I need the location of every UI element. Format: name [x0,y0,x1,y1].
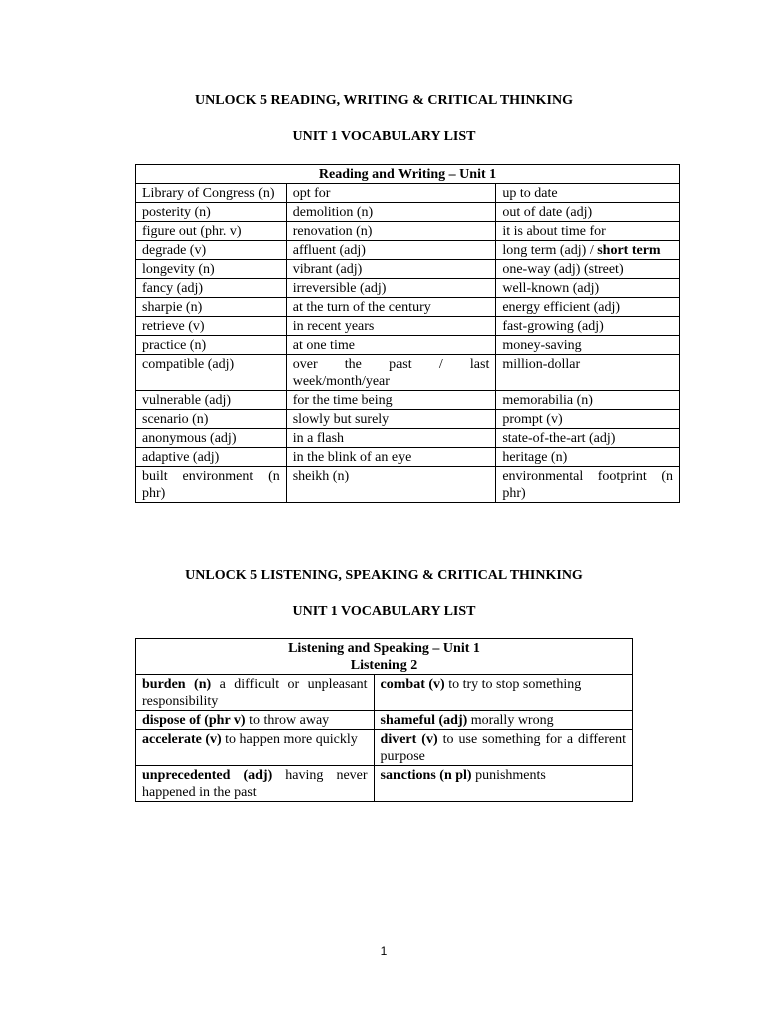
table-row [136,355,680,391]
vocab-cell [286,410,496,429]
vocab-term: vibrant (adj) [292,262,363,277]
vocab-cell [136,317,287,336]
table-row [136,184,680,203]
vocab-term: energy efficient (adj) [502,300,620,315]
definition-cell [374,730,632,766]
definition-text: to happen more quickly [221,732,358,747]
definition-term: dispose of (phr v) [142,713,246,728]
definition-text: to throw away [245,713,330,728]
vocab-cell [136,448,287,467]
table-row [136,222,680,241]
vocab-term: anonymous (adj) [142,431,237,446]
vocab-cell [496,184,680,203]
vocab-cell [496,241,680,260]
table-row [136,730,633,766]
vocab-cell [286,279,496,298]
definition-cell [374,675,632,711]
definition-term: sanctions (n pl) [380,768,472,783]
definition-cell [136,766,375,802]
definition-text: to try to stop something [444,677,582,692]
vocab-cell [286,260,496,279]
vocab-cell [496,298,680,317]
vocab-cell [136,467,287,503]
definition-text: punishments [471,768,546,783]
vocab-cell [136,410,287,429]
vocab-term: in the blink of an eye [292,450,412,465]
section2-title: UNLOCK 5 LISTENING, SPEAKING & CRITICAL THINKING [185,568,583,583]
table-row [136,298,680,317]
vocab-cell [286,203,496,222]
table-row [136,766,633,802]
vocab-term: renovation (n) [292,224,373,239]
vocab-cell [136,429,287,448]
vocab-term: at one time [292,338,355,353]
vocab-term: out of date (adj) [502,205,593,220]
definition-text: morally wrong [467,713,554,728]
vocab-term: up to date [502,186,558,201]
vocab-term: over the past / last week/month/year [292,357,490,389]
table-row [136,336,680,355]
vocab-term: sharpie (n) [142,300,203,315]
vocab-term: prompt (v) [502,412,563,427]
vocab-term: well-known (adj) [502,281,600,296]
vocab-cell [496,203,680,222]
definition-cell [136,730,375,766]
vocab-term: state-of-the-art (adj) [502,431,616,446]
vocab-term: one-way (adj) (street) [502,262,624,277]
vocab-cell [286,391,496,410]
vocab-cell [136,203,287,222]
vocab-cell [136,279,287,298]
vocab-term: retrieve (v) [142,319,205,334]
table-header-line2: Listening 2 [350,658,418,673]
vocab-term: practice (n) [142,338,207,353]
vocab-cell [136,336,287,355]
table-row [136,241,680,260]
vocab-cell [286,317,496,336]
table-row [136,675,633,711]
vocab-cell [496,355,680,391]
vocab-cell [496,391,680,410]
vocab-cell [286,184,496,203]
definition-text: having never happened in the past [142,768,368,800]
table-row [136,467,680,503]
definition-cell [374,711,632,730]
vocab-cell [286,222,496,241]
definition-term: accelerate (v) [142,732,222,747]
definition-cell [136,711,375,730]
vocab-cell [286,355,496,391]
vocab-cell [286,429,496,448]
vocab-term: posterity (n) [142,205,211,220]
table-row [136,391,680,410]
vocab-term: at the turn of the century [292,300,431,315]
definition-term: unprecedented (adj) [142,768,273,783]
definition-text: a difficult or unpleasant responsibility [142,677,368,709]
table-row [136,279,680,298]
vocab-cell [136,391,287,410]
vocab-cell [136,298,287,317]
vocab-term: affluent (adj) [292,243,366,258]
listening-speaking-vocab-table [135,638,633,802]
table-row [136,260,680,279]
vocab-cell [496,429,680,448]
vocab-cell [286,336,496,355]
page-number: 1 [380,944,388,958]
section1-subtitle: UNIT 1 VOCABULARY LIST [292,129,476,144]
table-row [136,410,680,429]
vocab-term: figure out (phr. v) [142,224,242,239]
section2-subtitle: UNIT 1 VOCABULARY LIST [292,604,476,619]
vocab-cell [496,467,680,503]
table-row [136,317,680,336]
definition-term: combat (v) [380,677,445,692]
vocab-cell [496,336,680,355]
vocab-cell [496,317,680,336]
section1-title: UNLOCK 5 READING, WRITING & CRITICAL THINKING [195,93,573,108]
vocab-term: opt for [292,186,331,201]
vocab-term: it is about time for [502,224,606,239]
vocab-cell [496,448,680,467]
reading-writing-vocab-table [135,164,680,503]
definition-term: burden (n) [142,677,212,692]
definition-term: divert (v) [380,732,438,747]
vocab-cell [136,355,287,391]
vocab-cell [286,298,496,317]
vocab-cell [286,448,496,467]
vocab-term: for the time being [292,393,393,408]
reading-writing-table-header: Reading and Writing – Unit 1 [136,165,680,184]
vocab-cell [136,222,287,241]
vocab-term: money-saving [502,338,582,353]
table-row [136,203,680,222]
vocab-term: slowly but surely [292,412,390,427]
definition-cell [136,675,375,711]
vocab-term: memorabilia (n) [502,393,593,408]
vocab-term: long term (adj) / [502,243,598,258]
vocab-term: longevity (n) [142,262,215,277]
vocab-cell [496,279,680,298]
table-header-line1: Listening and Speaking – Unit 1 [288,641,480,656]
table-row [136,448,680,467]
definition-cell [374,766,632,802]
vocab-term: scenario (n) [142,412,209,427]
vocab-term: fancy (adj) [142,281,204,296]
vocab-term-bold: short term [597,243,661,258]
vocab-term: in recent years [292,319,375,334]
vocab-term: demolition (n) [292,205,374,220]
vocab-term: Library of Congress (n) [142,186,275,201]
vocab-term: sheikh (n) [292,469,350,484]
vocab-cell [496,410,680,429]
vocab-term: degrade (v) [142,243,207,258]
vocab-cell [136,184,287,203]
vocab-cell [136,241,287,260]
vocab-term: vulnerable (adj) [142,393,232,408]
vocab-cell [496,260,680,279]
vocab-cell [136,260,287,279]
vocab-term: fast-growing (adj) [502,319,604,334]
vocab-term: compatible (adj) [142,357,235,372]
table-row [136,429,680,448]
definition-term: shameful (adj) [380,713,468,728]
definition-text: to use something for a different purpose [380,732,626,764]
vocab-cell [286,241,496,260]
vocab-term: in a flash [292,431,345,446]
vocab-term: heritage (n) [502,450,568,465]
vocab-term: million-dollar [502,357,581,372]
vocab-term: adaptive (adj) [142,450,220,465]
listening-speaking-table-header [136,639,633,675]
vocab-term: built environment (n phr) [142,469,280,501]
vocab-cell [496,222,680,241]
vocab-cell [286,467,496,503]
table-row [136,711,633,730]
vocab-term: irreversible (adj) [292,281,387,296]
vocab-term: environmental footprint (n phr) [502,469,673,501]
